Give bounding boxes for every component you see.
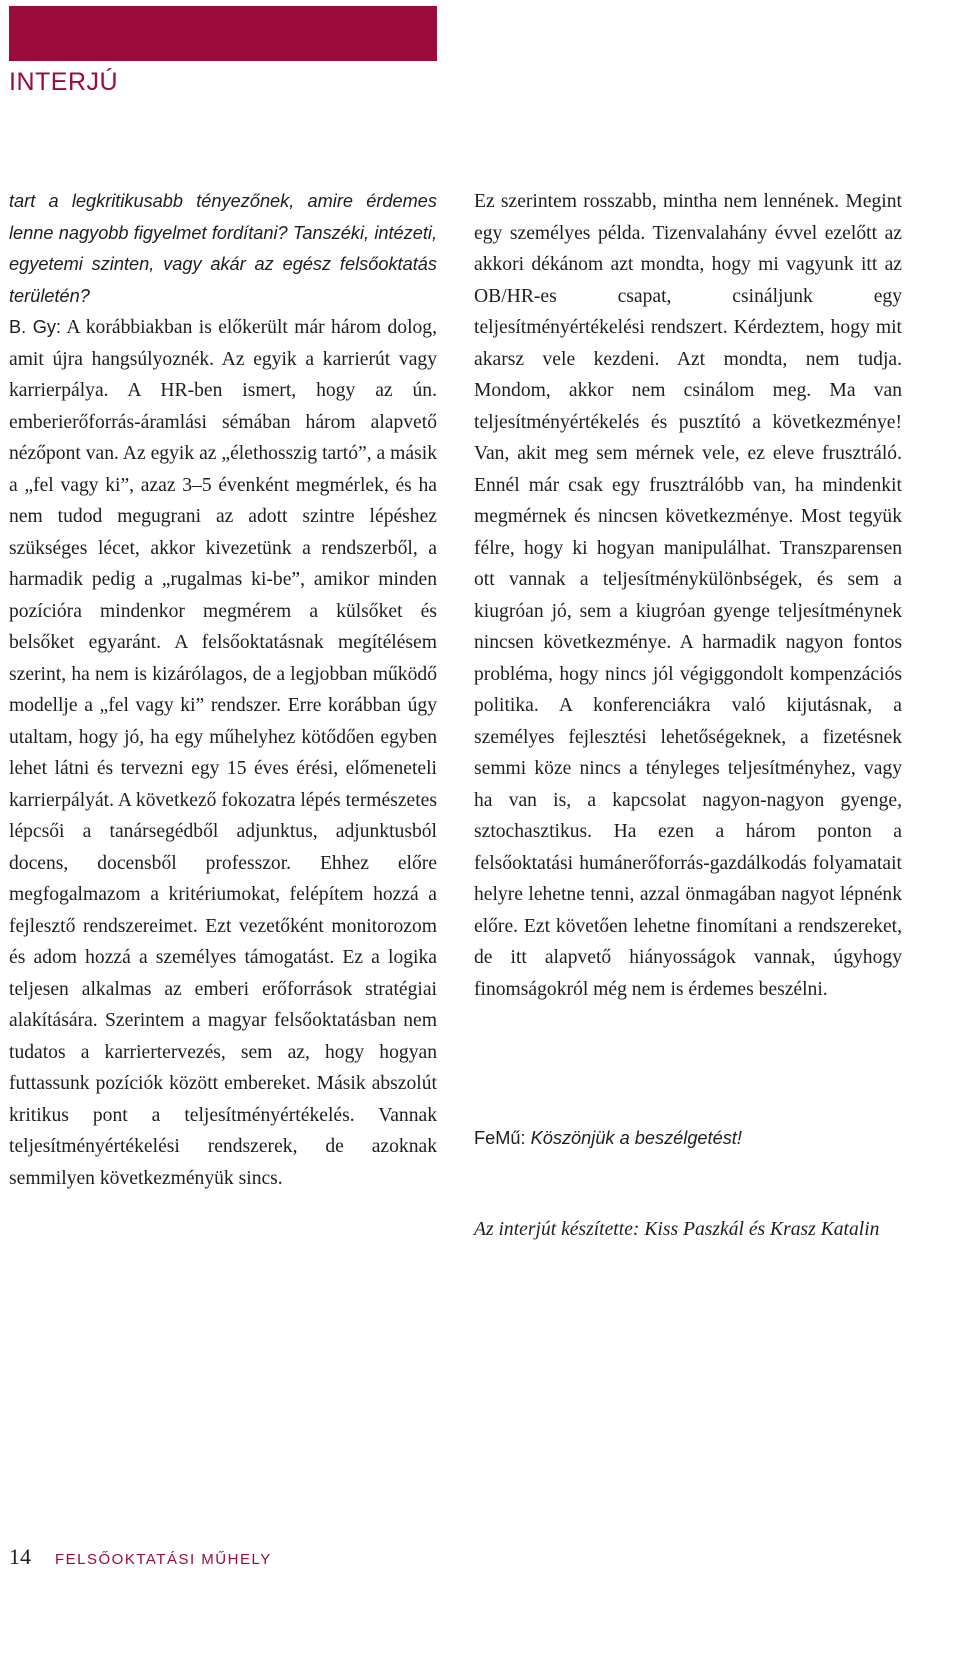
left-column [9,186,437,1194]
right-column [474,186,902,1005]
publication-name: FELSŐOKTATÁSI MŰHELY [55,1551,272,1568]
answer-continued: Ez szerintem rosszabb, mintha nem lennének. Megint egy személyes példa. Tizenvalahány évvel ezelőtt az akkori dékánom azt mondta, hogy mi vagyunk itt az OB/HR-es csapat, csináljunk egy teljesítményértékelési rendszert. Kérdeztem, hogy mit akarsz vele kezdeni. Azt mondta, nem tudja. Mondom, akkor nem csinálom meg. Ma van teljesítményértékelés és pusztító a következménye! Van, akit meg sem mérnek vele, ez eleve frusztráló. Ennél már csak egy frusztrálóbb van, ha mindenkit megmérnek és nincsen következménye. Most tegyük félre, hogy ki hogyan manipulálhat. Transzparensen ott vannak a teljesítménykülönbségek, és sem a kiugróan jó, sem a kiugróan gyenge teljesítménynek nincsen következménye. A harmadik nagyon fontos probléma, hogy nincs jól végiggondolt kompenzációs politika. A konferenciákra való kijutásnak, a személyes fejlesztési lehetőségeknek, a fizetésnek semmi köze nincs a tényleges teljesítményhez, vagy ha van is, a kapcsolat nagyon-nagyon gyenge, sztochasztikus. Ha ezen a három ponton a felsőoktatási humánerőforrás-gazdálkodás folyamatait helyre lehetne tenni, azzal önmagában nagyot lépnénk előre. Ezt követően lehetne finomítani a rendszereket, de itt alapvető hiányosságok vannak, úgyhogy finomságokról még nem is érdemes beszélni. [474,191,902,1000]
closing-thanks: Köszönjük a beszélgetést! [530,1128,742,1148]
closing-speaker: FeMű: [474,1128,526,1148]
closing-line [474,1128,742,1149]
section-label: INTERJÚ [9,68,119,96]
interview-credit: Az interjút készítette: Kiss Paszkál és Krasz Katalin [474,1219,880,1240]
footer [9,1544,272,1570]
header-color-bar [9,6,437,61]
interview-answer: A korábbiakban is előkerült már három dolog, amit újra hangsúlyoznék. Az egyik a karrierút vagy karrierpálya. A HR-ben ismert, hogy az ún. emberierőforrás-áramlási sémában három alapvető nézőpont van. Az egyik az „élethosszig tartó”, a másik a „fel vagy ki”, azaz 3–5 évenként megmérlek, és ha nem tudod megugrani az adott szintre lépéshez szükséges lécet, akkor kivezetünk a rendszerből, a harmadik pedig a „rugalmas ki-be”, amikor minden pozícióra mindenkor megmérem a külsőket és belsőket egyaránt. A felsőoktatásnak megítélésem szerint, ha nem is kizárólagos, de a legjobban működő modellje a „fel vagy ki” rendszer. Erre korábban úgy utaltam, hogy jó, ha egy műhelyhez kötődően egyben lehet látni és tervezni egy 15 éves érési, előmeneteli karrierpályát. A következő fokozatra lépés természetes lépcsői a tanársegédből adjunktus, adjunktusból docens, docensből professzor. Ehhez előre megfogalmazom a kritériumokat, felépítem hozzá a fejlesztő rendszereimet. Ezt vezetőként monitorozom és adom hozzá a személyes támogatást. Ez a logika teljesen alkalmas az emberi erőforrások stratégiai alakítására. Szerintem a magyar felsőoktatásban nem tudatos a karriertervezés, sem az, hogy hogyan futtassunk pozíciók között embereket. Másik abszolút kritikus pont a teljesítményértékelés. Vannak teljesítményértékelési rendszerek, de azoknak semmilyen következményük sincs. [9,317,438,1189]
speaker-label: B. Gy: [9,317,62,337]
page-number: 14 [9,1544,31,1569]
interview-question: tart a legkritikusabb tényezőnek, amire érdemes lenne nagyobb figyelmet fordítani? Tanszéki, intézeti, egyetemi szinten, vagy akár az egész felsőoktatás területén? [9,191,437,306]
